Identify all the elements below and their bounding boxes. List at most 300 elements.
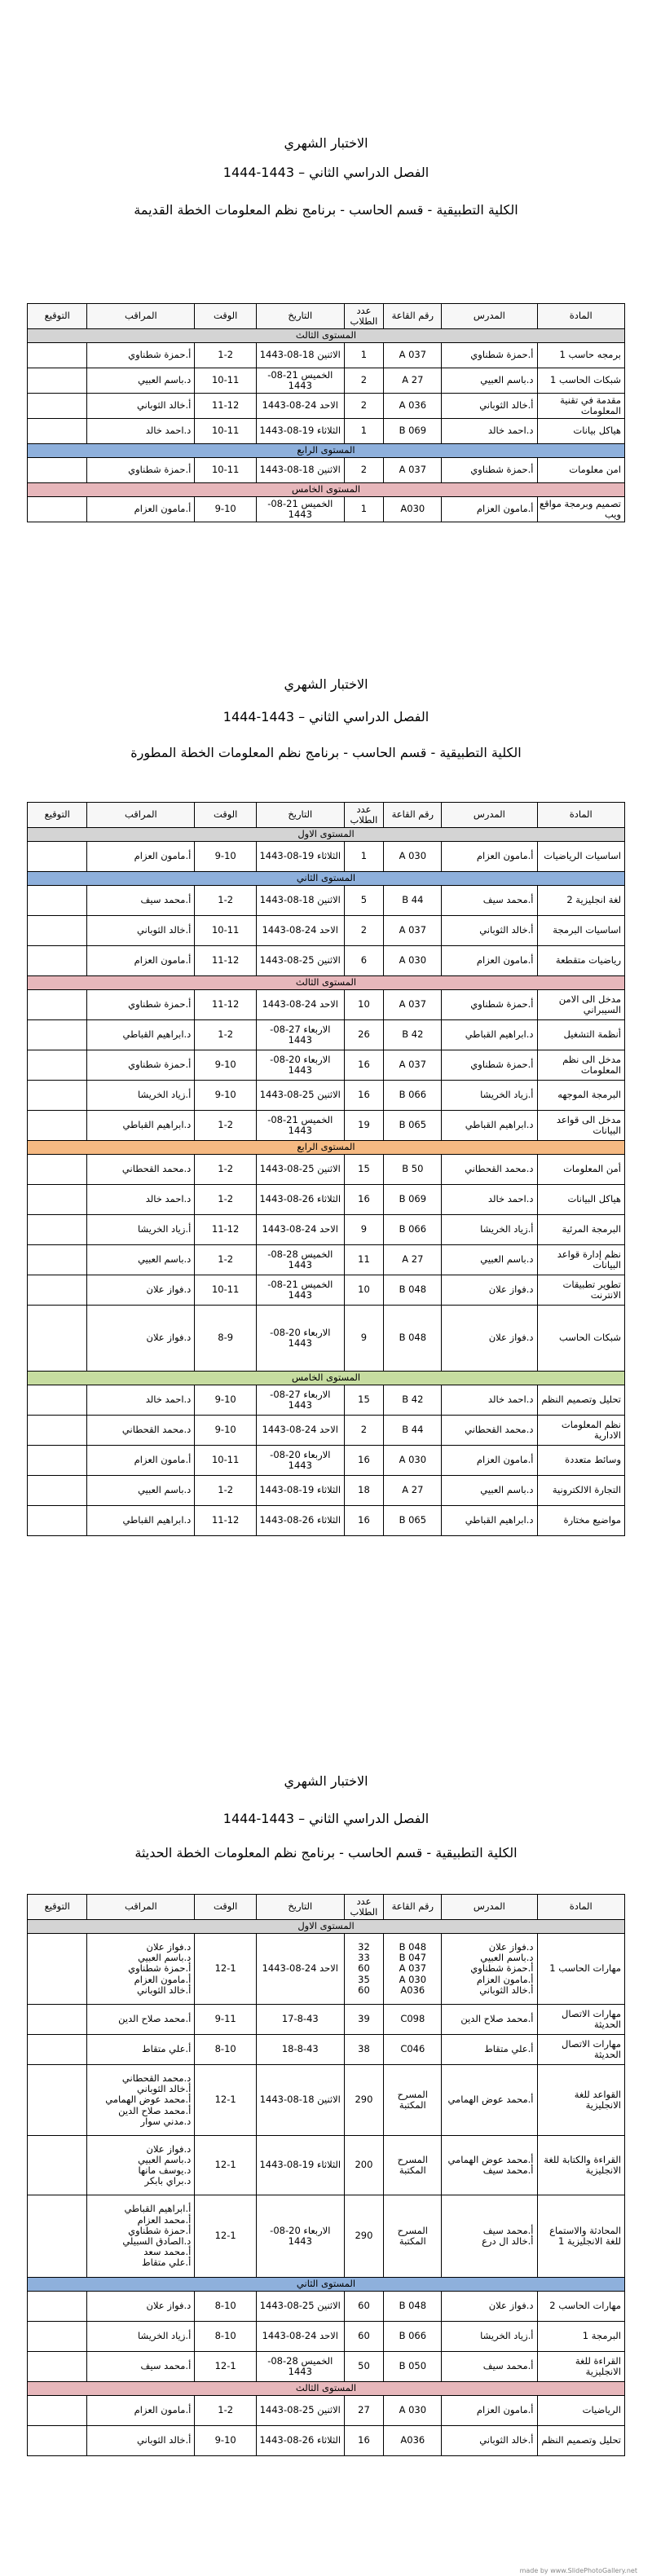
cell-subject: مدخل الى نظم المعلومات (537, 1050, 625, 1081)
cell-proctor: د.احمد خالد (87, 1185, 195, 1215)
cell-teacher: أ.زياد الخريشا (442, 1081, 537, 1111)
cell-signature[interactable] (28, 886, 87, 916)
cell-teacher: أ.مامون العزام (442, 497, 537, 522)
table-header-row (28, 304, 625, 329)
section-1-term: الفصل الدراسي الثاني – 1443-1444 (222, 165, 430, 180)
level-row (28, 444, 625, 458)
cell-room: A 037 (384, 458, 442, 483)
cell-subject: اساسيات الرياضيات (537, 842, 625, 872)
cell-room: المسرح المكتبة (384, 2136, 442, 2195)
cell-signature[interactable] (28, 419, 87, 444)
cell-signature[interactable] (28, 2136, 87, 2195)
cell-signature[interactable] (28, 2005, 87, 2035)
table-row (28, 1275, 625, 1306)
cell-signature[interactable] (28, 842, 87, 872)
cell-date: الخميس 21-08-1443 (257, 1111, 345, 1141)
cell-room: A 030 (384, 842, 442, 872)
cell-room: B 048 B 047 A 037 A 030 A036 (384, 1934, 442, 2005)
table-header-row (28, 803, 625, 828)
cell-signature[interactable] (28, 2396, 87, 2426)
table-row (28, 419, 625, 444)
cell-proctor: أ.حمزة شطناوي (87, 990, 195, 1020)
table-row (28, 1111, 625, 1141)
table-row (28, 2005, 625, 2035)
level-row (28, 483, 625, 497)
cell-room: B 048 (384, 2292, 442, 2322)
table-row (28, 946, 625, 976)
cell-subject: شبكات الحاسب 1 (537, 368, 625, 394)
table-row (28, 1446, 625, 1476)
cell-date: الاثنين 18-08-1443 (257, 458, 345, 483)
column-header-room: رقم القاعة (384, 803, 442, 828)
cell-students: 10 (344, 1275, 384, 1306)
level-row (28, 1372, 625, 1385)
cell-time: 8-9 (195, 1306, 257, 1372)
cell-proctor: د.ابراهيم القباطي (87, 1111, 195, 1141)
cell-signature[interactable] (28, 1506, 87, 1536)
footer-credit: made by www.SlidePhotoGallery.net (519, 2567, 637, 2574)
cell-students: 1 (344, 497, 384, 522)
column-header-room: رقم القاعة (384, 304, 442, 329)
cell-date: الثلاثاء 26-08-1443 (257, 1185, 345, 1215)
cell-date: الاثنين 18-08-1443 (257, 343, 345, 368)
cell-room: B 050 (384, 2352, 442, 2382)
cell-date: الاربعاء 20-08-1443 (257, 1050, 345, 1081)
cell-date: الخميس 21-08-1443 (257, 1275, 345, 1306)
cell-subject: هياكل بيانات (537, 419, 625, 444)
cell-signature[interactable] (28, 458, 87, 483)
cell-date: الاربعاء 20-08-1443 (257, 1306, 345, 1372)
level-label: المستوى الثاني (28, 2278, 625, 2292)
table-row (28, 2195, 625, 2278)
cell-time: 10-11 (195, 1446, 257, 1476)
level-row (28, 828, 625, 842)
cell-time: 10-11 (195, 1275, 257, 1306)
cell-subject: القواعد للغة الانجليزية (537, 2065, 625, 2136)
level-label: المستوى الثالث (28, 329, 625, 343)
cell-teacher: د.احمد خالد (442, 1385, 537, 1416)
cell-date: الخميس 21-08-1443 (257, 497, 345, 522)
cell-teacher: د.محمد القحطاني (442, 1155, 537, 1185)
cell-date: الاحد 24-08-1443 (257, 990, 345, 1020)
cell-time: 8-10 (195, 2035, 257, 2065)
cell-date: 18-8-43 (257, 2035, 345, 2065)
cell-students: 290 (344, 2195, 384, 2278)
cell-room: B 066 (384, 1215, 442, 1245)
cell-signature[interactable] (28, 394, 87, 419)
cell-signature[interactable] (28, 1476, 87, 1506)
cell-date: الاثنين 25-08-1443 (257, 946, 345, 976)
cell-date: الاثنين 25-08-1443 (257, 1081, 345, 1111)
cell-students: 1 (344, 343, 384, 368)
level-row (28, 872, 625, 886)
cell-date: الاحد 24-08-1443 (257, 394, 345, 419)
level-label: المستوى الاول (28, 1920, 625, 1934)
cell-time: 1-2 (195, 2396, 257, 2426)
cell-signature[interactable] (28, 1275, 87, 1306)
table-row (28, 2426, 625, 2456)
cell-teacher: أ.محمد عوض الهمامي (442, 2065, 537, 2136)
cell-room: B 44 (384, 1416, 442, 1446)
cell-subject: القراءة للغة الانجليزية (537, 2352, 625, 2382)
cell-students: 15 (344, 1155, 384, 1185)
cell-subject: شبكات الحاسب (537, 1306, 625, 1372)
cell-students: 16 (344, 1081, 384, 1111)
cell-time: 12-1 (195, 1934, 257, 2005)
cell-signature[interactable] (28, 1385, 87, 1416)
cell-teacher: د.باسم العبيي (442, 1245, 537, 1275)
cell-signature[interactable] (28, 1416, 87, 1446)
cell-date: الاثنين 18-08-1443 (257, 2065, 345, 2136)
column-header-teacher: المدرس (442, 304, 537, 329)
cell-students: 38 (344, 2035, 384, 2065)
section-2-title: الاختبار الشهري (284, 676, 368, 692)
cell-time: 12-1 (195, 2136, 257, 2195)
table-row (28, 1476, 625, 1506)
cell-room: A 27 (384, 1245, 442, 1275)
cell-time: 9-10 (195, 1385, 257, 1416)
cell-signature[interactable] (28, 1020, 87, 1050)
column-header-teacher: المدرس (442, 1895, 537, 1920)
cell-date: الاحد 24-08-1443 (257, 916, 345, 946)
cell-date: الاحد 24-08-1443 (257, 1934, 345, 2005)
cell-time: 10-11 (195, 916, 257, 946)
cell-teacher: د.فواز علان (442, 2292, 537, 2322)
cell-teacher: أ.خالد الثوباني (442, 394, 537, 419)
schedule-table-old-plan (27, 303, 625, 522)
cell-room: B 069 (384, 419, 442, 444)
cell-date: الثلاثاء 19-08-1443 (257, 419, 345, 444)
cell-room: A 037 (384, 1050, 442, 1081)
cell-room: A 27 (384, 368, 442, 394)
cell-room: A036 (384, 2426, 442, 2456)
cell-subject: تحليل وتصميم النظم (537, 1385, 625, 1416)
cell-signature[interactable] (28, 916, 87, 946)
cell-signature[interactable] (28, 1446, 87, 1476)
cell-time: 9-10 (195, 842, 257, 872)
cell-students: 19 (344, 1111, 384, 1141)
cell-room: المسرح المكتبة (384, 2195, 442, 2278)
cell-signature[interactable] (28, 497, 87, 522)
cell-proctor: د.فواز علان د.باسم العبيي د.يوسف مانها د.براي بابكر (87, 2136, 195, 2195)
table-row (28, 368, 625, 394)
cell-room: C046 (384, 2035, 442, 2065)
schedule-table-new-plan (27, 1894, 625, 2456)
column-header-proctor: المراقب (87, 1895, 195, 1920)
cell-subject: مهارات الاتصال الحديثة (537, 2005, 625, 2035)
cell-time: 9-10 (195, 1081, 257, 1111)
cell-subject: هياكل البيانات (537, 1185, 625, 1215)
cell-students: 290 (344, 2065, 384, 2136)
cell-signature[interactable] (28, 2065, 87, 2136)
cell-teacher: د.احمد خالد (442, 419, 537, 444)
cell-proctor: د.فواز علان د.باسم العبيي أ.حمزة شطناوي أ.مامون العزام أ.خالد الثوباني (87, 1934, 195, 2005)
cell-proctor: د.احمد خالد (87, 1385, 195, 1416)
column-header-signature: التوقيع (28, 1895, 87, 1920)
cell-signature[interactable] (28, 1081, 87, 1111)
cell-time: 11-12 (195, 946, 257, 976)
cell-subject: تصميم وبرمجة مواقع ويب (537, 497, 625, 522)
cell-room: B 066 (384, 1081, 442, 1111)
cell-teacher: أ.زياد الخريشا (442, 1215, 537, 1245)
cell-proctor: أ.مامون العزام (87, 2396, 195, 2426)
cell-subject: لغة انجليزية 2 (537, 886, 625, 916)
cell-students: 9 (344, 1215, 384, 1245)
section-2-term: الفصل الدراسي الثاني – 1443-1444 (222, 709, 430, 724)
column-header-time: الوقت (195, 304, 257, 329)
column-header-teacher: المدرس (442, 803, 537, 828)
table-row (28, 2035, 625, 2065)
table-row (28, 1050, 625, 1081)
cell-teacher: د.ابراهيم القباطي (442, 1506, 537, 1536)
cell-time: 11-12 (195, 394, 257, 419)
cell-room: A 037 (384, 343, 442, 368)
level-label: المستوى الثالث (28, 2382, 625, 2396)
cell-room: C098 (384, 2005, 442, 2035)
cell-room: المسرح المكتبة (384, 2065, 442, 2136)
cell-students: 2 (344, 1416, 384, 1446)
cell-signature[interactable] (28, 1155, 87, 1185)
cell-time: 10-11 (195, 368, 257, 394)
cell-signature[interactable] (28, 343, 87, 368)
table-row (28, 1185, 625, 1215)
cell-students: 200 (344, 2136, 384, 2195)
cell-proctor: د.ابراهيم القباطي (87, 1506, 195, 1536)
column-header-signature: التوقيع (28, 803, 87, 828)
section-3-title: الاختبار الشهري (284, 1773, 368, 1789)
table-row (28, 1416, 625, 1446)
cell-proctor: د.فواز علان (87, 2292, 195, 2322)
table-row (28, 2065, 625, 2136)
cell-signature[interactable] (28, 2322, 87, 2352)
cell-subject: امن معلومات (537, 458, 625, 483)
cell-date: الاثنين 18-08-1443 (257, 886, 345, 916)
cell-proctor: أ.محمد صلاح الدين (87, 2005, 195, 2035)
cell-signature[interactable] (28, 990, 87, 1020)
cell-proctor: د.محمد القحطاني (87, 1416, 195, 1446)
table-header-row (28, 1895, 625, 1920)
cell-proctor: أ.محمد سيف (87, 886, 195, 916)
cell-room: B 048 (384, 1275, 442, 1306)
cell-date: الخميس 21-08-1443 (257, 368, 345, 394)
cell-proctor: أ.زياد الخريشا (87, 1215, 195, 1245)
cell-date: الاثنين 25-08-1443 (257, 2292, 345, 2322)
level-label: المستوى الرابع (28, 1141, 625, 1155)
table-row (28, 1215, 625, 1245)
section-1-title: الاختبار الشهري (284, 135, 368, 151)
cell-students: 2 (344, 916, 384, 946)
cell-students: 16 (344, 1050, 384, 1081)
cell-proctor: أ.خالد الثوباني (87, 2426, 195, 2456)
cell-proctor: د.باسم العبيي (87, 1245, 195, 1275)
table-row (28, 1934, 625, 2005)
cell-subject: مدخل الى قواعد البيانات (537, 1111, 625, 1141)
cell-time: 1-2 (195, 343, 257, 368)
cell-time: 11-12 (195, 990, 257, 1020)
level-label: المستوى الرابع (28, 444, 625, 458)
cell-room: A 030 (384, 1446, 442, 1476)
cell-time: 1-2 (195, 1476, 257, 1506)
cell-proctor: أ.محمد سيف (87, 2352, 195, 2382)
cell-signature[interactable] (28, 1111, 87, 1141)
cell-signature[interactable] (28, 1934, 87, 2005)
cell-time: 9-10 (195, 497, 257, 522)
cell-proctor: أ.زياد الخريشا (87, 1081, 195, 1111)
cell-time: 12-1 (195, 2352, 257, 2382)
cell-proctor: أ.زياد الخريشا (87, 2322, 195, 2352)
cell-time: 8-10 (195, 2322, 257, 2352)
table-row (28, 1155, 625, 1185)
cell-students: 16 (344, 1185, 384, 1215)
cell-room: A 030 (384, 946, 442, 976)
table-row (28, 1385, 625, 1416)
cell-subject: الرياضيات (537, 2396, 625, 2426)
cell-students: 16 (344, 2426, 384, 2456)
cell-students: 2 (344, 368, 384, 394)
cell-students: 16 (344, 1506, 384, 1536)
cell-teacher: أ.محمد سيف أ.خالد ال درع (442, 2195, 537, 2278)
cell-teacher: أ.مامون العزام (442, 1446, 537, 1476)
cell-room: B 065 (384, 1111, 442, 1141)
cell-date: الخميس 28-08-1443 (257, 1245, 345, 1275)
column-header-students: عدد الطلاب (344, 1895, 384, 1920)
cell-signature[interactable] (28, 2035, 87, 2065)
section-1-college: الكلية التطبيقية - قسم الحاسب - برنامج نظم المعلومات الخطة القديمة (134, 202, 518, 218)
cell-room: A 036 (384, 394, 442, 419)
cell-signature[interactable] (28, 1050, 87, 1081)
cell-teacher: د.فواز علان (442, 1306, 537, 1372)
cell-subject: مهارات الاتصال الحديثة (537, 2035, 625, 2065)
table-row (28, 990, 625, 1020)
cell-proctor: د.احمد خالد (87, 419, 195, 444)
cell-teacher: أ.علي متقاط (442, 2035, 537, 2065)
table-row (28, 842, 625, 872)
table-row (28, 497, 625, 522)
cell-subject: رياضيات متقطعة (537, 946, 625, 976)
cell-proctor: د.محمد القحطاني (87, 1155, 195, 1185)
column-header-students: عدد الطلاب (344, 803, 384, 828)
cell-students: 60 (344, 2322, 384, 2352)
column-header-date: التاريخ (257, 803, 345, 828)
cell-signature[interactable] (28, 1185, 87, 1215)
cell-students: 39 (344, 2005, 384, 2035)
cell-signature[interactable] (28, 2352, 87, 2382)
cell-subject: أمن المعلومات (537, 1155, 625, 1185)
cell-proctor: د.فواز علان (87, 1306, 195, 1372)
level-label: المستوى الخامس (28, 483, 625, 497)
cell-date: الاثنين 25-08-1443 (257, 2396, 345, 2426)
cell-teacher: د.فواز علان د.باسم العبيي أ.حمزة شطناوي أ.مامون العزام أ.خالد الثوباني (442, 1934, 537, 2005)
cell-signature[interactable] (28, 1215, 87, 1245)
level-row (28, 1920, 625, 1934)
column-header-date: التاريخ (257, 304, 345, 329)
cell-date: الاحد 24-08-1443 (257, 1416, 345, 1446)
table-row (28, 1245, 625, 1275)
table-row (28, 2396, 625, 2426)
section-3-college: الكلية التطبيقية - قسم الحاسب - برنامج نظم المعلومات الخطة الحديثة (134, 1845, 518, 1860)
column-header-date: التاريخ (257, 1895, 345, 1920)
cell-proctor: أ.خالد الثوباني (87, 916, 195, 946)
cell-teacher: أ.حمزة شطناوي (442, 990, 537, 1020)
cell-subject: اساسيات البرمجة (537, 916, 625, 946)
cell-signature[interactable] (28, 2195, 87, 2278)
cell-subject: تطوير تطبيقات الانترنت (537, 1275, 625, 1306)
cell-room: B 066 (384, 2322, 442, 2352)
cell-time: 12-1 (195, 2195, 257, 2278)
cell-time: 9-11 (195, 2005, 257, 2035)
table-row (28, 2352, 625, 2382)
cell-subject: القراءة والكتابة للغة الانجليزية (537, 2136, 625, 2195)
cell-students: 15 (344, 1385, 384, 1416)
cell-time: 1-2 (195, 1245, 257, 1275)
cell-room: B 42 (384, 1020, 442, 1050)
cell-students: 2 (344, 458, 384, 483)
level-row (28, 329, 625, 343)
cell-time: 1-2 (195, 1111, 257, 1141)
cell-students: 16 (344, 1446, 384, 1476)
cell-proctor: د.فواز علان (87, 1275, 195, 1306)
cell-students: 1 (344, 419, 384, 444)
cell-date: الاثنين 25-08-1443 (257, 1155, 345, 1185)
cell-teacher: أ.مامون العزام (442, 946, 537, 976)
cell-teacher: أ.مامون العزام (442, 842, 537, 872)
cell-room: A 27 (384, 1476, 442, 1506)
cell-time: 12-1 (195, 2065, 257, 2136)
cell-proctor: أ.حمزة شطناوي (87, 458, 195, 483)
cell-students: 26 (344, 1020, 384, 1050)
cell-proctor: أ.حمزة شطناوي (87, 343, 195, 368)
table-row (28, 1020, 625, 1050)
cell-teacher: أ.محمد سيف (442, 886, 537, 916)
cell-signature[interactable] (28, 2426, 87, 2456)
cell-room: B 065 (384, 1506, 442, 1536)
cell-teacher: أ.محمد عوض الهمامي أ.محمد سيف (442, 2136, 537, 2195)
cell-students: 11 (344, 1245, 384, 1275)
cell-room: A 030 (384, 2396, 442, 2426)
cell-time: 1-2 (195, 886, 257, 916)
cell-time: 9-10 (195, 1050, 257, 1081)
cell-proctor: د.محمد القحطاني أ.خالد الثوباني أ.محمد عوض الهمامي أ.محمد صلاح الدين د.مدني سوار (87, 2065, 195, 2136)
cell-signature[interactable] (28, 2292, 87, 2322)
cell-signature[interactable] (28, 1306, 87, 1372)
cell-proctor: أ.ابراهيم القباطي أ.محمد العزام أ.حمزة شطناوي د.الصادق السبيلي أ.محمد سعد أ.علي متقاط (87, 2195, 195, 2278)
cell-proctor: د.ابراهيم القباطي (87, 1020, 195, 1050)
cell-teacher: أ.حمزة شطناوي (442, 1050, 537, 1081)
cell-date: الاربعاء 27-08-1443 (257, 1020, 345, 1050)
table-row (28, 343, 625, 368)
cell-signature[interactable] (28, 1245, 87, 1275)
cell-teacher: د.ابراهيم القباطي (442, 1111, 537, 1141)
cell-date: الاحد 24-08-1443 (257, 1215, 345, 1245)
cell-date: الاربعاء 20-08-1443 (257, 1446, 345, 1476)
cell-signature[interactable] (28, 946, 87, 976)
cell-subject: المحادثة والاستماع للغة الانجليزية 1 (537, 2195, 625, 2278)
cell-date: 17-8-43 (257, 2005, 345, 2035)
column-header-subject: المادة (537, 803, 625, 828)
level-row (28, 2382, 625, 2396)
cell-date: الثلاثاء 26-08-1443 (257, 2426, 345, 2456)
cell-room: A 037 (384, 990, 442, 1020)
cell-time: 1-2 (195, 1155, 257, 1185)
cell-students: 32 33 60 35 60 (344, 1934, 384, 2005)
cell-date: الثلاثاء 26-08-1443 (257, 1506, 345, 1536)
cell-proctor: د.باسم العبيي (87, 368, 195, 394)
cell-teacher: د.فواز علان (442, 1275, 537, 1306)
level-label: المستوى الخامس (28, 1372, 625, 1385)
cell-subject: التجارة الالكترونية (537, 1476, 625, 1506)
cell-signature[interactable] (28, 368, 87, 394)
cell-proctor: أ.مامون العزام (87, 842, 195, 872)
